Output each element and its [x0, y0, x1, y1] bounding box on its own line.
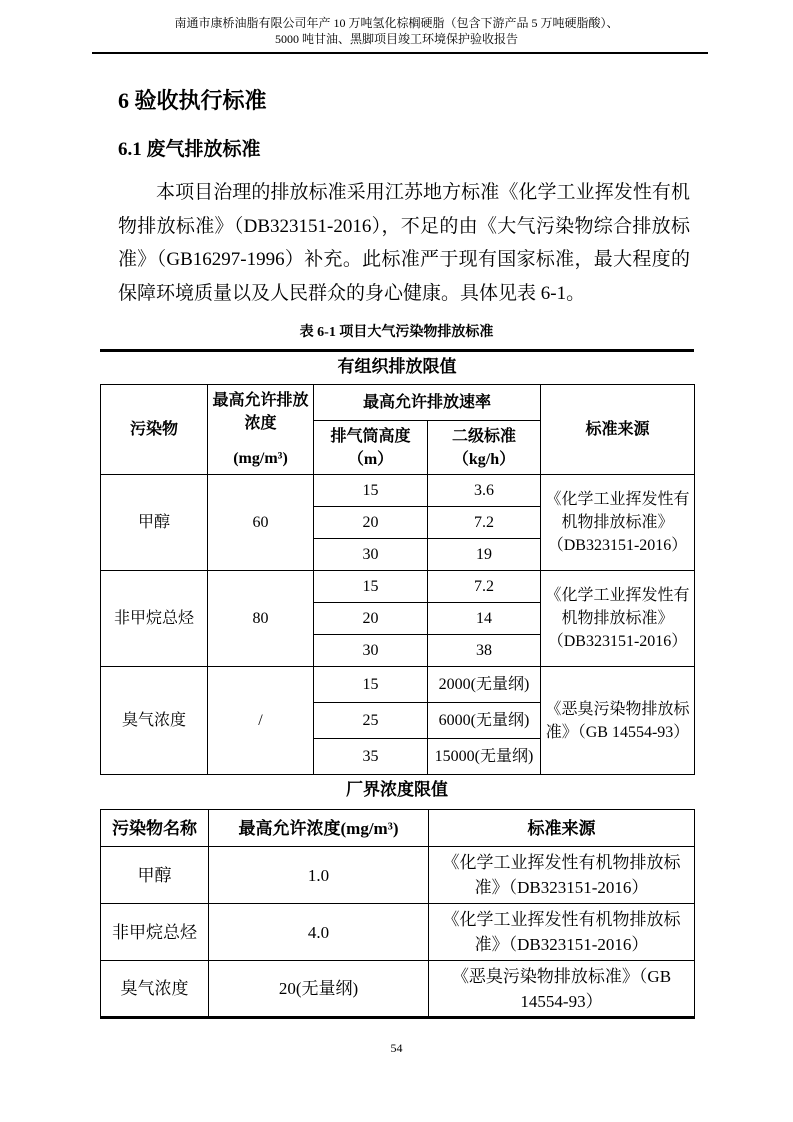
rate-cell: 2000(无量纲) [428, 667, 541, 703]
rate-cell: 14 [428, 603, 541, 635]
col-header-pollutant [101, 385, 208, 475]
running-header-line2: 5000 吨甘油、黑脚项目竣工环境保护验收报告 [274, 32, 518, 46]
emission-standard-tables [100, 349, 694, 1019]
col-header-secondary-label: 二级标准 [452, 427, 517, 445]
source-cell: 《恶臭污染物排放标准》（GB 14554-93） [541, 667, 695, 775]
table-row [101, 847, 695, 904]
col-header-concentration-label: 最高允许排放浓度 [212, 392, 309, 432]
col-header-source: 标准来源 [541, 385, 695, 475]
col-header-pollutant-name: 污染物名称 [101, 810, 209, 847]
table-row [101, 961, 695, 1018]
pollutant-cell: 甲醇 [101, 475, 208, 571]
stack-height-cell: 15 [314, 475, 428, 507]
rate-cell: 15000(无量纲) [428, 739, 541, 775]
stack-height-cell: 20 [314, 507, 428, 539]
body-paragraph: 本项目治理的排放标准采用江苏地方标准《化学工业挥发性有机物排放标准》（DB323151-2016），不足的由《大气污染物综合排放标准》（GB16297-1996）补充。此标准严于现有国家标准，最大程度的保障环境质量以及人民群众的身心健康。具体见表 6-1。 [118, 182, 690, 304]
running-header [0, 0, 793, 47]
source-cell: 《化学工业挥发性有机物排放标准》（DB323151-2016） [429, 847, 695, 904]
source-cell: 《化学工业挥发性有机物排放标准》（DB323151-2016） [429, 904, 695, 961]
rate-cell: 19 [428, 539, 541, 571]
col-header-max-concentration: 最高允许浓度(mg/m³) [209, 810, 429, 847]
stack-height-cell: 30 [314, 539, 428, 571]
page-number: 54 [390, 1041, 403, 1055]
pollutant-cell: 甲醇 [101, 847, 209, 904]
section-heading: 6.1 废气排放标准 [118, 139, 261, 160]
stack-height-cell: 20 [314, 603, 428, 635]
boundary-concentration-table [100, 809, 695, 1019]
table-row [101, 475, 695, 507]
col-header-stack-height-label: 排气筒高度 [330, 427, 411, 445]
col-header-pollutant-label: 污染物 [129, 421, 178, 438]
header-divider [92, 52, 708, 54]
table-row [101, 904, 695, 961]
source-cell: 《化学工业挥发性有机物排放标准》（DB323151-2016） [541, 475, 695, 571]
chapter-heading: 6 验收执行标准 [118, 88, 267, 113]
rate-cell: 3.6 [428, 475, 541, 507]
pollutant-cell: 非甲烷总烃 [101, 904, 209, 961]
col-header-stack-height [314, 421, 428, 475]
rate-cell: 38 [428, 635, 541, 667]
col-header-secondary [428, 421, 541, 475]
table-row [101, 667, 695, 703]
running-header-line1: 南通市康桥油脂有限公司年产 10 万吨氢化棕榈硬脂（包含下游产品 5 万吨硬脂酸）、 [174, 16, 619, 30]
source-cell: 《恶臭污染物排放标准》（GB 14554-93） [429, 961, 695, 1018]
organized-limits-title: 有组织排放限值 [100, 349, 694, 384]
col-header-concentration [208, 385, 314, 475]
table-row [101, 571, 695, 603]
concentration-cell: 1.0 [209, 847, 429, 904]
col-header-source: 标准来源 [429, 810, 695, 847]
pollutant-cell: 非甲烷总烃 [101, 571, 208, 667]
col-header-rate-group: 最高允许排放速率 [314, 385, 541, 421]
concentration-cell: 4.0 [209, 904, 429, 961]
stack-height-cell: 35 [314, 739, 428, 775]
rate-cell: 7.2 [428, 571, 541, 603]
pollutant-cell: 臭气浓度 [101, 667, 208, 775]
concentration-cell: 20(无量纲) [209, 961, 429, 1018]
concentration-cell: / [208, 667, 314, 775]
organized-emission-table [100, 384, 695, 775]
source-cell: 《化学工业挥发性有机物排放标准》（DB323151-2016） [541, 571, 695, 667]
concentration-cell: 80 [208, 571, 314, 667]
rate-cell: 7.2 [428, 507, 541, 539]
concentration-cell: 60 [208, 475, 314, 571]
rate-cell: 6000(无量纲) [428, 703, 541, 739]
stack-height-cell: 15 [314, 667, 428, 703]
pollutant-cell: 臭气浓度 [101, 961, 209, 1018]
table-caption: 表 6-1 项目大气污染物排放标准 [299, 325, 494, 340]
col-header-stack-height-unit: （m） [347, 450, 394, 468]
stack-height-cell: 30 [314, 635, 428, 667]
stack-height-cell: 25 [314, 703, 428, 739]
stack-height-cell: 15 [314, 571, 428, 603]
col-header-concentration-unit: (mg/m³) [233, 450, 288, 467]
boundary-limits-title: 厂界浓度限值 [346, 780, 448, 799]
col-header-secondary-unit: （kg/h） [452, 450, 516, 468]
